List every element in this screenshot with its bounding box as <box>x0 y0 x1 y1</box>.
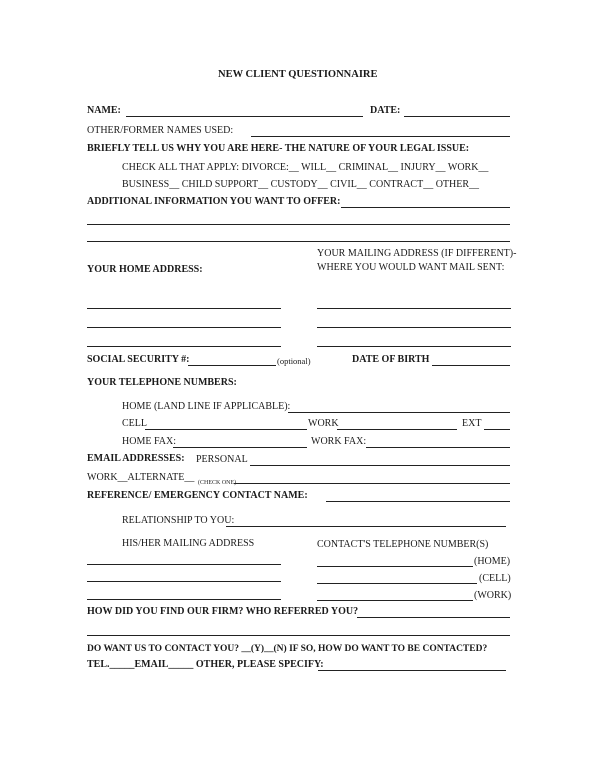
check-all-line-1[interactable]: CHECK ALL THAT APPLY: DIVORCE:__ WILL__ CRIMINAL__ INJURY__ WORK__ <box>122 162 489 173</box>
home-address-label: YOUR HOME ADDRESS: <box>87 264 203 275</box>
home-address-field-1[interactable] <box>87 308 281 309</box>
relationship-label: RELATIONSHIP TO YOU: <box>122 515 235 526</box>
cell-field[interactable] <box>145 429 307 430</box>
other-specify-field[interactable] <box>318 670 506 671</box>
email-work-alternate[interactable]: WORK__ALTERNATE__ <box>87 472 195 483</box>
ssn-label: SOCIAL SECURITY #: <box>87 354 190 365</box>
additional-info-field-1[interactable] <box>341 207 510 208</box>
relationship-field[interactable] <box>226 526 506 527</box>
date-label: DATE: <box>370 105 401 116</box>
telephone-label: YOUR TELEPHONE NUMBERS: <box>87 377 237 388</box>
legal-issue-label: BRIEFLY TELL US WHY YOU ARE HERE- THE NATURE OF YOUR LEGAL ISSUE: <box>87 143 470 154</box>
email-personal-label: PERSONAL <box>196 454 248 465</box>
home-phone-field[interactable] <box>288 412 510 413</box>
form-title: NEW CLIENT QUESTIONNAIRE <box>218 69 378 80</box>
cell-label: CELL <box>122 418 147 429</box>
dob-label: DATE OF BIRTH <box>352 354 430 365</box>
mailing-address-field-3[interactable] <box>317 346 511 347</box>
home-address-field-2[interactable] <box>87 327 281 328</box>
additional-info-field-3[interactable] <box>87 241 510 242</box>
ssn-optional: (optional) <box>277 356 311 366</box>
contact-question[interactable]: DO WANT US TO CONTACT YOU? __(Y)__(N) IF SO, HOW DO WANT TO BE CONTACTED? <box>87 644 488 654</box>
mailing-address-field-2[interactable] <box>317 327 511 328</box>
tel-email-other[interactable]: TEL._____EMAIL_____ OTHER, PLEASE SPECIFY: <box>87 659 324 670</box>
home-fax-label: HOME FAX: <box>122 436 176 447</box>
other-names-field[interactable] <box>251 136 510 137</box>
ext-field[interactable] <box>484 429 510 430</box>
work-fax-label: WORK FAX: <box>311 436 367 447</box>
home-tag: (HOME) <box>474 556 511 567</box>
name-field[interactable] <box>126 116 363 117</box>
home-address-field-3[interactable] <box>87 346 281 347</box>
additional-info-field-2[interactable] <box>87 224 510 225</box>
find-firm-field-2[interactable] <box>87 635 510 636</box>
dob-field[interactable] <box>432 365 510 366</box>
mailing-address-label-2: WHERE YOU WOULD WANT MAIL SENT: <box>317 262 505 273</box>
mailing-address-field-1[interactable] <box>317 308 511 309</box>
contact-phone-label: CONTACT'S TELEPHONE NUMBER(S) <box>317 539 489 550</box>
find-firm-label: HOW DID YOU FIND OUR FIRM? WHO REFERRED YOU? <box>87 606 359 617</box>
mailing-address-label-1: YOUR MAILING ADDRESS (IF DIFFERENT)- <box>317 248 517 259</box>
contact-home-field[interactable] <box>317 566 473 567</box>
work-fax-field[interactable] <box>366 447 510 448</box>
additional-info-label: ADDITIONAL INFORMATION YOU WANT TO OFFER: <box>87 196 341 207</box>
his-her-address-label: HIS/HER MAILING ADDRESS <box>122 538 255 549</box>
contact-cell-field[interactable] <box>317 583 477 584</box>
contact-address-field-1[interactable] <box>87 564 281 565</box>
check-one-note: (CHECK ONE) <box>198 480 237 486</box>
work-phone-label: WORK <box>308 418 339 429</box>
email-work-field[interactable] <box>234 483 510 484</box>
ssn-field[interactable] <box>188 365 276 366</box>
reference-field[interactable] <box>326 501 510 502</box>
reference-label: REFERENCE/ EMERGENCY CONTACT NAME: <box>87 490 308 501</box>
name-label: NAME: <box>87 105 121 116</box>
contact-work-field[interactable] <box>317 600 473 601</box>
home-fax-field[interactable] <box>173 447 307 448</box>
cell-tag: (CELL) <box>479 573 511 584</box>
contact-address-field-2[interactable] <box>87 581 281 582</box>
check-all-line-2[interactable]: BUSINESS__ CHILD SUPPORT__ CUSTODY__ CIVIL__ CONTRACT__ OTHER__ <box>122 179 480 190</box>
date-field[interactable] <box>404 116 510 117</box>
work-phone-field[interactable] <box>337 429 457 430</box>
ext-label: EXT <box>462 418 482 429</box>
home-phone-label: HOME (LAND LINE IF APPLICABLE): <box>122 401 291 412</box>
work-tag: (WORK) <box>474 590 512 601</box>
email-label: EMAIL ADDRESSES: <box>87 453 185 464</box>
contact-address-field-3[interactable] <box>87 599 281 600</box>
find-firm-field-1[interactable] <box>357 617 510 618</box>
other-names-label: OTHER/FORMER NAMES USED: <box>87 125 234 136</box>
email-personal-field[interactable] <box>250 465 510 466</box>
